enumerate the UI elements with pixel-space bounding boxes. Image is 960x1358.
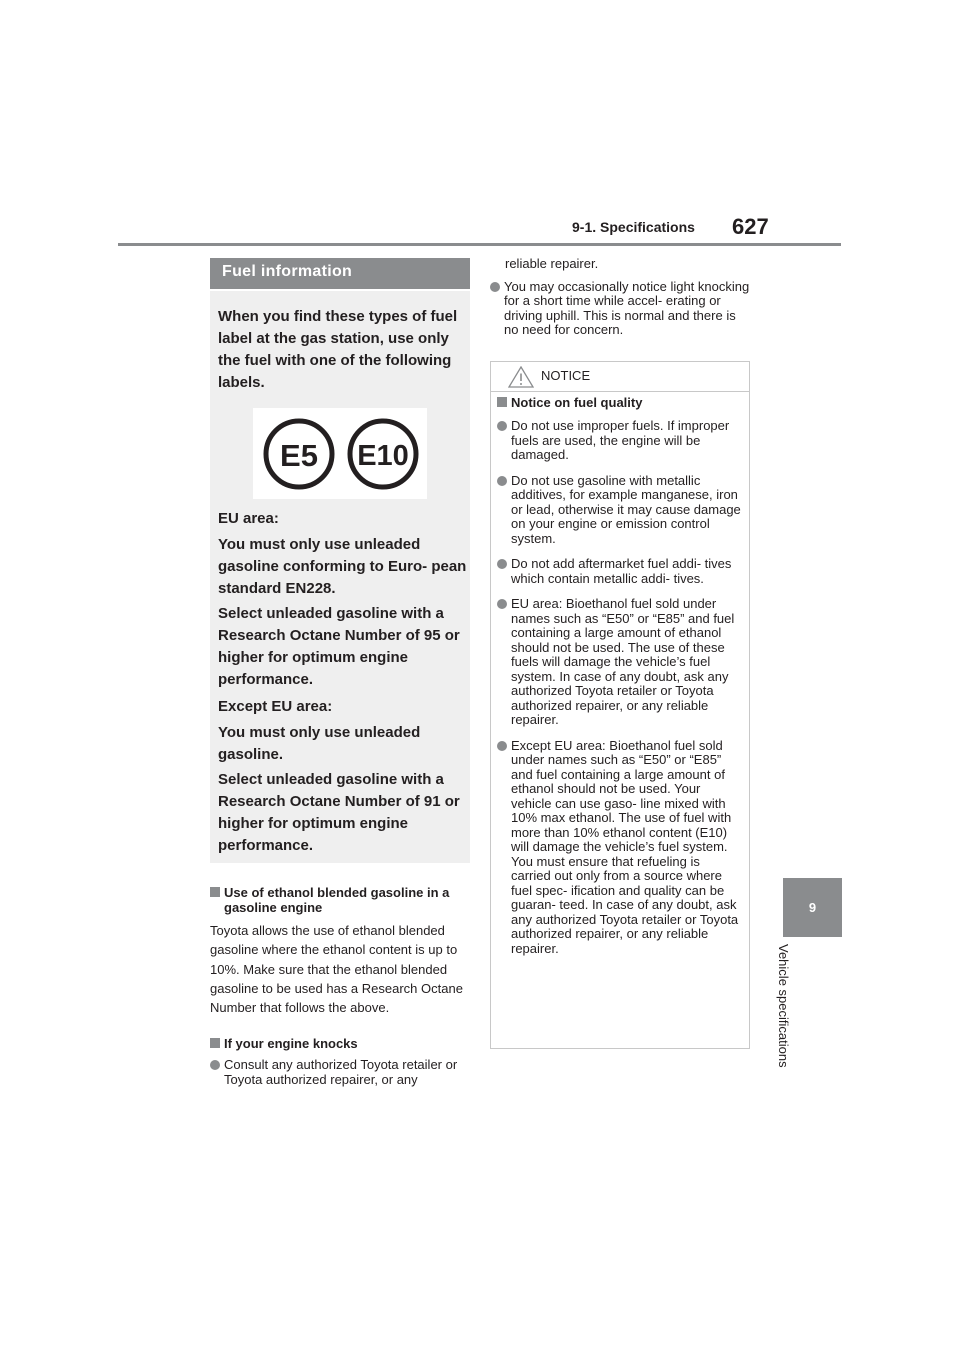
ethanol-heading-text: Use of ethanol blended gasoline in a gasoline engine bbox=[224, 885, 450, 915]
notice-item bbox=[497, 597, 743, 728]
eu-area-heading: EU area: bbox=[218, 510, 279, 527]
knock-bullet-1 bbox=[210, 1058, 472, 1087]
notice-body bbox=[497, 395, 743, 956]
notice-heading-text: Notice on fuel quality bbox=[511, 395, 643, 410]
knock-heading-text: If your engine knocks bbox=[224, 1036, 358, 1052]
notice-item-text: Do not use gasoline with metallic additives, for example manganese, iron or lead, otherwise it may cause damage on your engine or emission control system. bbox=[511, 472, 741, 546]
knock-bullet-2 bbox=[490, 280, 750, 338]
round-bullet-icon bbox=[497, 421, 507, 431]
round-bullet-icon bbox=[497, 476, 507, 486]
title-divider bbox=[210, 289, 470, 291]
chapter-tab[interactable]: 9 bbox=[783, 878, 842, 937]
round-bullet-icon bbox=[497, 559, 507, 569]
notice-item-text: Except EU area: Bioethanol fuel sold under names such as “E50” or “E85” and fuel containing a large amount of ethanol should not be used. Your vehicle can use gaso- line mixed with 10% max ethanol. The use of fuel with more than 10% ethanol content (E10) will damage the vehicle’s fuel system. You must ensure that refueling is carried out only from a source where fuel spec- ification and quality can be guaran- teed. In case of any doubt, ask any authorized Toyota retailer or Toyota authorized repairer, or any reliable repairer. bbox=[511, 737, 739, 956]
notice-heading bbox=[497, 395, 743, 410]
warning-triangle-icon bbox=[508, 366, 534, 388]
notice-item bbox=[497, 474, 743, 547]
fuel-intro-text: When you find these types of fuel label at the gas station, use only the fuel with one of the following labels. bbox=[218, 308, 458, 391]
left-column bbox=[210, 885, 472, 1087]
square-bullet-icon bbox=[210, 1038, 220, 1048]
non-eu-area-heading: Except EU area: bbox=[218, 698, 333, 715]
ethanol-heading bbox=[210, 885, 472, 915]
ethanol-text: Toyota allows the use of ethanol blended gasoline where the ethanol content is up to 10%. Make sure that the ethanol blended gasoline to be used has a Research Octane Number that follows the above. bbox=[210, 923, 463, 1016]
round-bullet-icon bbox=[210, 1060, 220, 1070]
notice-item bbox=[497, 739, 743, 957]
round-bullet-icon bbox=[497, 599, 507, 609]
chapter-label bbox=[771, 944, 811, 1094]
fuel-information-title: Fuel information bbox=[210, 258, 470, 289]
square-bullet-icon bbox=[210, 887, 220, 897]
fuel-labels-image bbox=[253, 408, 427, 499]
eu-area-text-1: You must only use unleaded gasoline conforming to Euro- pean standard EN228. bbox=[218, 536, 467, 597]
knock-bullet-1-continued: reliable repairer. bbox=[505, 256, 599, 271]
notice-box bbox=[490, 361, 750, 1049]
chapter-title: Vehicle specifications bbox=[776, 944, 791, 1068]
right-column bbox=[490, 257, 750, 338]
notice-item-text: Do not use improper fuels. If improper fuels are used, the engine will be damaged. bbox=[511, 418, 730, 462]
notice-title: NOTICE bbox=[541, 368, 591, 383]
non-eu-area-text-2: Select unleaded gasoline with a Research Octane Number of 91 or higher for optimum engine performance. bbox=[218, 771, 460, 854]
notice-item bbox=[497, 419, 743, 463]
round-bullet-icon bbox=[490, 282, 500, 292]
e10-label: E10 bbox=[357, 440, 409, 472]
square-bullet-icon bbox=[497, 397, 507, 407]
knock-heading bbox=[210, 1036, 472, 1051]
page-number: 627 bbox=[732, 214, 769, 239]
notice-item-text: EU area: Bioethanol fuel sold under names such as “E50” or “E85” and fuel containing a large amount of ethanol should not be used. The use of these fuels will damage the vehicle’s fuel system. In case of any doubt, ask any authorized Toyota retailer or Toyota authorized repairer, or any reliable repairer. bbox=[511, 596, 735, 727]
e5-label: E5 bbox=[280, 438, 318, 473]
knock-bullet-2-text: You may occasionally notice light knocking for a short time while accel- erating or driving uphill. This is normal and there is no need for concern. bbox=[504, 278, 750, 337]
eu-area-text-2: Select unleaded gasoline with a Research Octane Number of 95 or higher for optimum engine performance. bbox=[218, 605, 460, 688]
non-eu-area-text-1: You must only use unleaded gasoline. bbox=[218, 724, 421, 763]
header-divider bbox=[118, 243, 841, 246]
notice-item bbox=[497, 557, 743, 586]
round-bullet-icon bbox=[497, 741, 507, 751]
notice-item-text: Do not add aftermarket fuel addi- tives which contain metallic addi- tives. bbox=[511, 556, 732, 586]
section-title: 9-1. Specifications bbox=[572, 219, 695, 235]
fuel-information-box bbox=[210, 258, 470, 863]
knock-bullet-1-text: Consult any authorized Toyota retailer or Toyota authorized repairer, or any bbox=[224, 1057, 458, 1087]
notice-header bbox=[491, 362, 749, 392]
